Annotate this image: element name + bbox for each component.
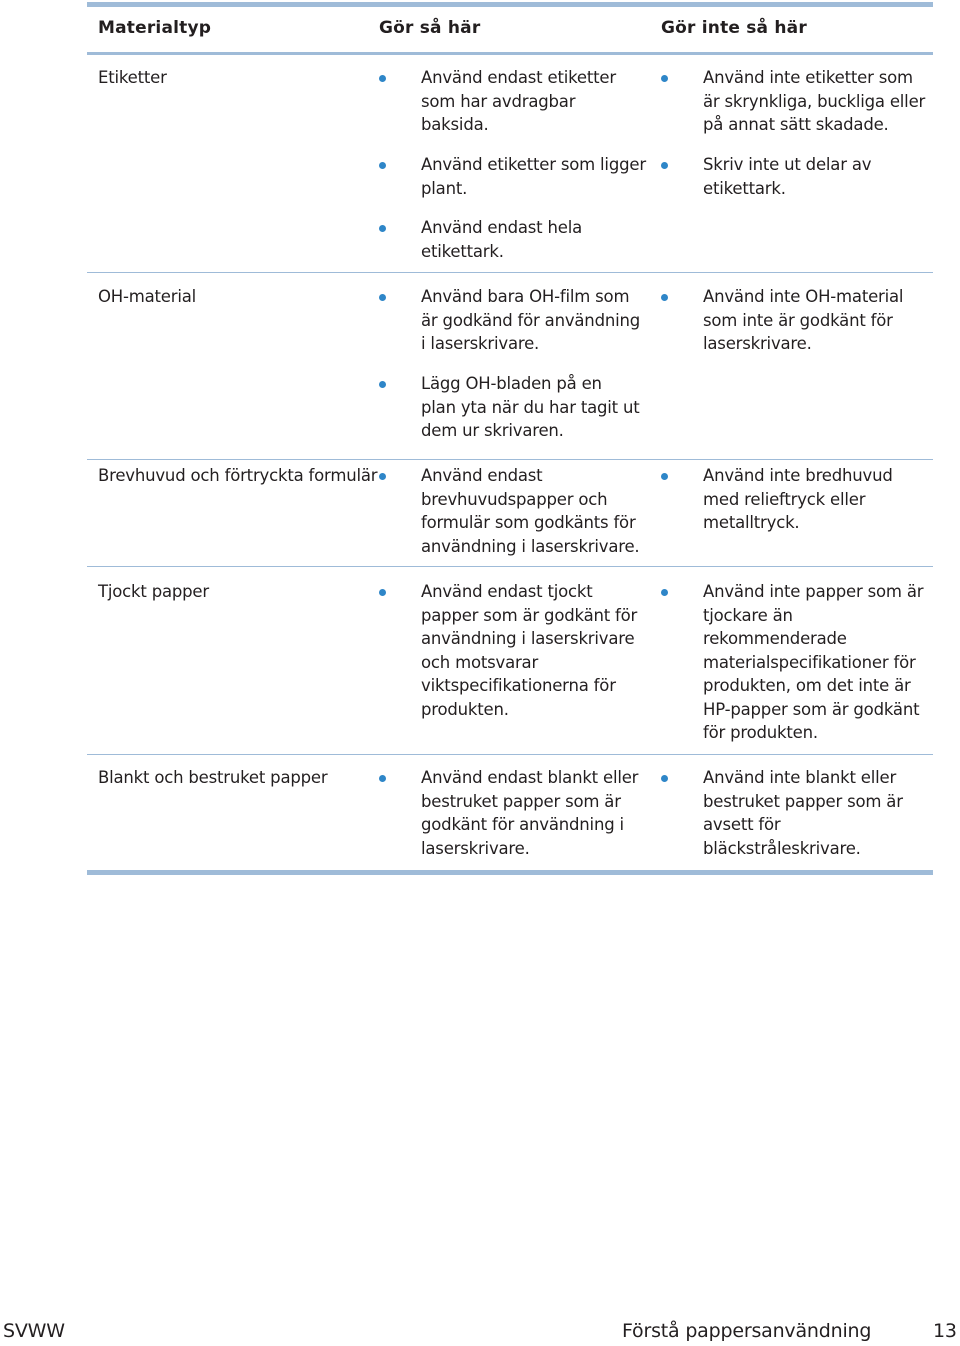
bullet-icon <box>661 294 668 301</box>
footer-page-number: 13 <box>933 1320 957 1342</box>
do-guideline-line: och motsvarar <box>421 652 539 672</box>
dont-guideline-line: Använd inte OH-material <box>703 287 904 306</box>
dont-guideline-line: laserskrivare. <box>703 334 812 353</box>
material-type-cell: Brevhuvud och förtryckta formulär <box>98 466 378 485</box>
table-header-rule <box>87 52 933 55</box>
dont-guideline-line: materialspecifikationer för <box>703 652 916 672</box>
row-separator <box>87 754 933 755</box>
do-guideline-line: plant. <box>421 178 468 198</box>
dont-guideline-line: Använd inte blankt eller <box>703 768 897 787</box>
dont-guideline-line: Använd inte papper som är <box>703 582 924 601</box>
material-type-cell: Blankt och bestruket papper <box>98 768 328 787</box>
row-separator <box>87 566 933 567</box>
do-guideline-line: plan yta när du har tagit ut <box>421 397 640 417</box>
row-separator <box>87 459 933 460</box>
dont-guideline-line: Skriv inte ut delar av <box>703 155 872 174</box>
footer-left-label: SVWW <box>3 1320 65 1342</box>
material-type-cell: OH-material <box>98 287 197 306</box>
do-guideline-line: Lägg OH-bladen på en <box>421 374 602 393</box>
dont-guideline-line: produkten, om det inte är <box>703 676 911 695</box>
do-guideline-line: baksida. <box>421 115 489 134</box>
do-guideline-line: Använd bara OH-film som <box>421 287 630 306</box>
dont-guideline-line: på annat sätt skadade. <box>703 115 889 134</box>
bullet-icon <box>379 381 386 388</box>
do-guideline-line: Använd endast tjockt <box>421 582 593 601</box>
do-guideline-line: papper som är godkänt för <box>421 605 638 625</box>
bullet-icon <box>379 589 386 596</box>
table-top-rule <box>87 2 933 7</box>
header-gor-sa-har: Gör så här <box>379 18 481 38</box>
footer-section-title: Förstå pappersanvändning <box>622 1320 872 1342</box>
do-guideline-line: produkten. <box>421 699 509 719</box>
do-guideline-line: Använd endast <box>421 466 543 485</box>
bullet-icon <box>661 162 668 169</box>
do-guideline-line: användning i laserskrivare <box>421 629 635 648</box>
do-guideline-line: Använd etiketter som ligger <box>421 155 646 174</box>
bullet-icon <box>379 775 386 782</box>
dont-guideline-line: bestruket papper som är <box>703 791 903 811</box>
dont-guideline-line: metalltryck. <box>703 513 800 532</box>
bullet-icon <box>379 75 386 82</box>
bullet-icon <box>379 225 386 232</box>
do-guideline-line: brevhuvudspapper och <box>421 489 608 509</box>
dont-guideline-line: avsett för <box>703 815 781 834</box>
header-materialtyp: Materialtyp <box>98 18 212 38</box>
bullet-icon <box>661 775 668 782</box>
do-guideline-line: Använd endast etiketter <box>421 68 616 87</box>
dont-guideline-line: Använd inte etiketter som <box>703 68 913 87</box>
material-type-cell: Tjockt papper <box>98 582 209 601</box>
do-guideline-line: viktspecifikationerna för <box>421 676 616 695</box>
dont-guideline-line: etikettark. <box>703 178 786 198</box>
bullet-icon <box>661 75 668 82</box>
bullet-icon <box>379 162 386 169</box>
dont-guideline-line: är skrynkliga, buckliga eller <box>703 91 926 111</box>
do-guideline-line: som har avdragbar <box>421 91 576 111</box>
dont-guideline-line: som inte är godkänt för <box>703 310 893 330</box>
dont-guideline-line: tjockare än <box>703 605 793 625</box>
dont-guideline-line: för produkten. <box>703 723 818 742</box>
do-guideline-line: etikettark. <box>421 241 504 261</box>
do-guideline-line: laserskrivare. <box>421 838 530 858</box>
do-guideline-line: godkänt för användning i <box>421 815 624 834</box>
header-gor-inte-sa-har: Gör inte så här <box>661 18 807 38</box>
row-separator <box>87 272 933 273</box>
bullet-icon <box>661 589 668 596</box>
do-guideline-line: Använd endast blankt eller <box>421 768 639 787</box>
bullet-icon <box>379 294 386 301</box>
dont-guideline-line: Använd inte bredhuvud <box>703 466 893 485</box>
bullet-icon <box>379 473 386 480</box>
do-guideline-line: Använd endast hela <box>421 218 583 237</box>
do-guideline-line: bestruket papper som är <box>421 791 621 811</box>
do-guideline-line: användning i laserskrivare. <box>421 536 640 556</box>
table-bottom-rule <box>87 870 933 875</box>
do-guideline-line: formulär som godkänts för <box>421 513 636 532</box>
material-type-cell: Etiketter <box>98 68 167 87</box>
dont-guideline-line: med relieftryck eller <box>703 489 866 509</box>
do-guideline-line: är godkänd för användning <box>421 310 641 330</box>
dont-guideline-line: bläckstråleskrivare. <box>703 838 861 858</box>
dont-guideline-line: rekommenderade <box>703 629 847 648</box>
dont-guideline-line: HP-papper som är godkänt <box>703 699 920 719</box>
do-guideline-line: dem ur skrivaren. <box>421 421 564 440</box>
do-guideline-line: i laserskrivare. <box>421 334 540 353</box>
bullet-icon <box>661 473 668 480</box>
